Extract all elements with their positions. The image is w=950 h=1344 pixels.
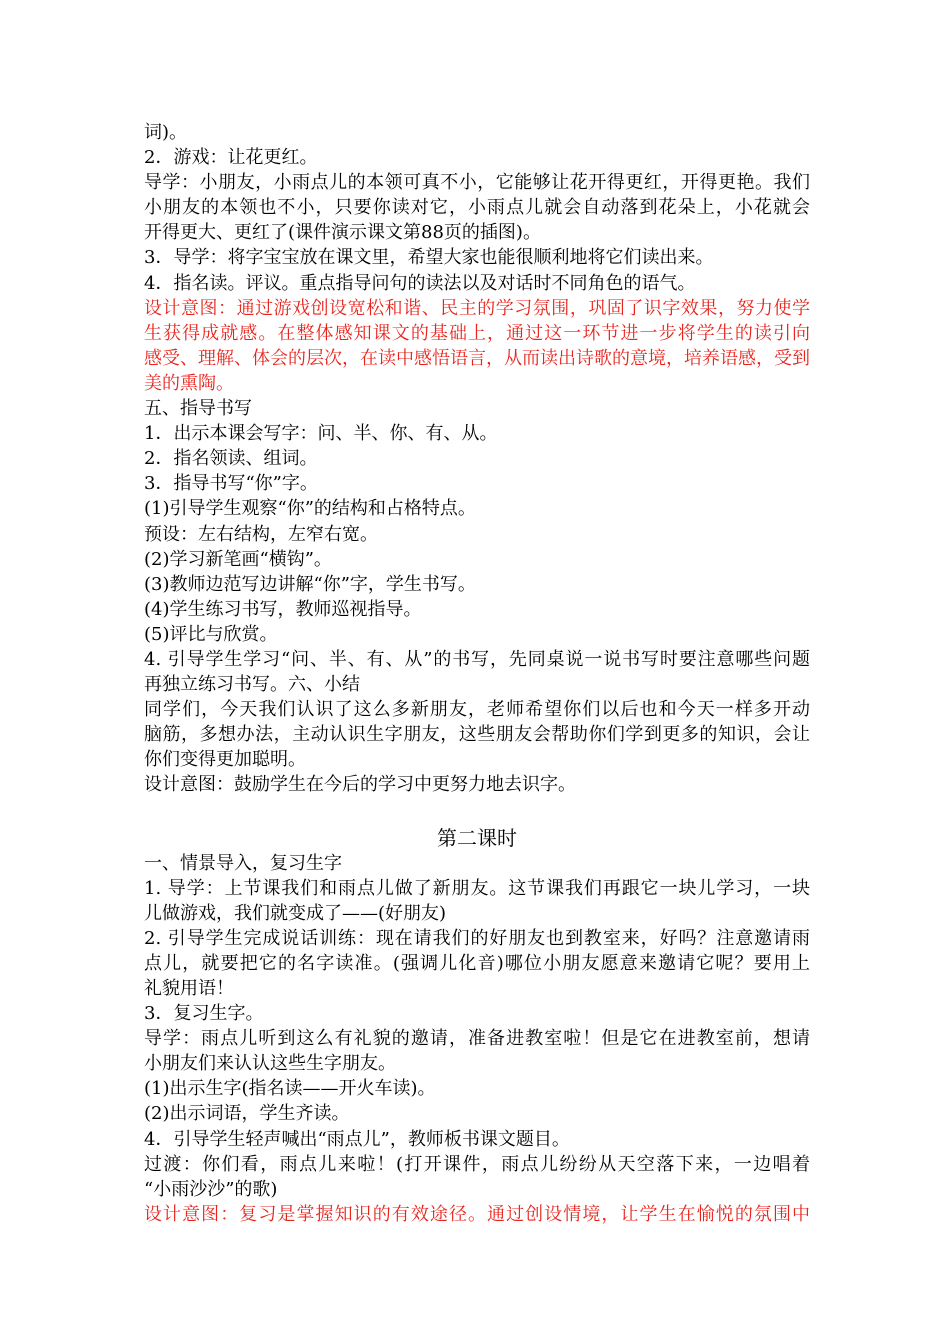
text-line: 同学们，今天我们认识了这么多新朋友，老师希望你们以后也和今天一样多开动 <box>144 699 810 721</box>
text-line: 五、指导书写 <box>144 398 252 420</box>
text-line: 2．游戏：让花更红。 <box>144 147 318 169</box>
text-line: 导学：雨点儿听到这么有礼貌的邀请，准备进教室啦！但是它在进教室前，想请 <box>144 1028 810 1050</box>
text-line: 2. 引导学生完成说话训练：现在请我们的好朋友也到教室来，好吗？注意邀请雨 <box>144 927 810 949</box>
text-line: 设计意图：鼓励学生在今后的学习中更努力地去识字。 <box>144 774 576 796</box>
design-note-line: 感受、理解、体会的层次，在读中感悟语言，从而读出诗歌的意境，培养语感，受到 <box>144 347 810 369</box>
text-line: 预设：左右结构，左窄右宽。 <box>144 523 378 545</box>
text-line: “小雨沙沙”的歌) <box>144 1178 278 1200</box>
text-line: 开得更大、更红了(课件演示课文第88页的插图)。 <box>144 222 541 244</box>
text-line: (2)学习新笔画“横钩”。 <box>144 548 332 570</box>
design-note-line: 美的熏陶。 <box>144 372 234 394</box>
lesson-section-2 <box>144 851 810 1227</box>
text-line: 儿做游戏，我们就变成了——(好朋友) <box>144 902 447 924</box>
text-line: (2)出示词语，学生齐读。 <box>144 1103 350 1125</box>
text-line: 3．复习生字。 <box>144 1003 264 1025</box>
lesson-section-1 <box>144 120 810 798</box>
design-note-line: 生获得成就感。在整体感知课文的基础上，通过这一环节进一步将学生的读引向 <box>144 322 810 344</box>
text-line: 4．指名读。评议。重点指导问句的读法以及对话时不同角色的语气。 <box>144 272 696 294</box>
text-line: (1)出示生字(指名读——开火车读)。 <box>144 1078 436 1100</box>
text-line: 2．指名领读、组词。 <box>144 448 318 470</box>
text-line: 3．指导书写“你”字。 <box>144 473 318 495</box>
text-line: 礼貌用语！ <box>144 978 234 999</box>
text-line: 过渡：你们看，雨点儿来啦！(打开课件，雨点儿纷纷从天空落下来，一边唱着 <box>144 1153 810 1175</box>
text-line: (1)引导学生观察“你”的结构和占格特点。 <box>144 498 476 520</box>
text-line: 脑筋，多想办法，主动认识生字朋友，这些朋友会帮助你们学到更多的知识，会让 <box>144 724 810 746</box>
text-line: 1. 导学：上节课我们和雨点儿做了新朋友。这节课我们再跟它一块儿学习，一块 <box>144 877 810 899</box>
design-note-line: 设计意图：复习是掌握知识的有效途径。通过创设情境，让学生在愉悦的氛围中 <box>144 1203 810 1225</box>
text-line: (5)评比与欣赏。 <box>144 623 278 645</box>
lesson-heading: 第二课时 <box>437 825 517 850</box>
text-line: 小朋友们来认认这些生字朋友。 <box>144 1053 396 1075</box>
text-line: (4)学生练习书写，教师巡视指导。 <box>144 598 422 620</box>
text-line: 词)。 <box>144 122 188 143</box>
text-line: 再独立练习书写。六、小结 <box>144 674 360 696</box>
text-line: 一、情景导入，复习生字 <box>144 852 342 874</box>
text-line: 4. 引导学生学习“问、半、有、从”的书写，先同桌说一说书写时要注意哪些问题 <box>144 648 810 670</box>
text-line: 小朋友的本领也不小，只要你读对它，小雨点儿就会自动落到花朵上，小花就会 <box>144 197 810 219</box>
text-line: 点儿，就要把它的名字读准。(强调儿化音)哪位小朋友愿意来邀请它呢？要用上 <box>144 952 810 974</box>
text-line: 1．出示本课会写字：问、半、你、有、从。 <box>144 423 498 445</box>
text-line: (3)教师边范写边讲解“你”字，学生书写。 <box>144 573 476 595</box>
text-line: 导学：小朋友，小雨点儿的本领可真不小，它能够让花开得更红，开得更艳。我们 <box>144 172 810 194</box>
design-note-line: 设计意图：通过游戏创设宽松和谐、民主的学习氛围，巩固了识字效果，努力使学 <box>144 297 810 319</box>
text-line: 3．导学：将字宝宝放在课文里，希望大家也能很顺利地将它们读出来。 <box>144 247 714 269</box>
text-line: 4．引导学生轻声喊出“雨点儿”，教师板书课文题目。 <box>144 1128 570 1150</box>
text-line: 你们变得更加聪明。 <box>144 749 306 771</box>
document-page <box>144 120 810 1227</box>
